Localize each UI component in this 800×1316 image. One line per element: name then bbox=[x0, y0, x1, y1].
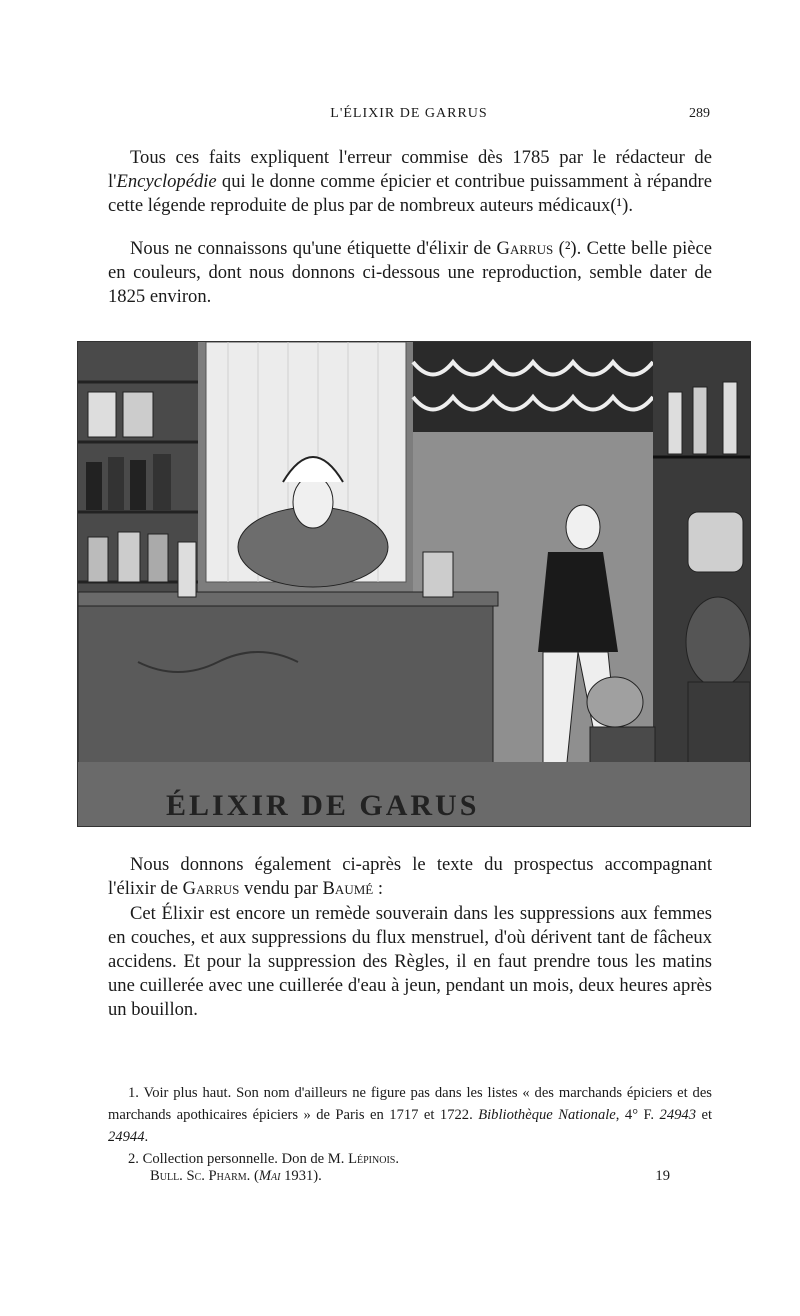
p3-text-c: : bbox=[373, 878, 384, 899]
p1-text-c: . bbox=[628, 195, 633, 216]
fn1-italic-3: 24944 bbox=[108, 1129, 145, 1145]
footnotes bbox=[108, 1082, 712, 1170]
fn1-text-c: et bbox=[696, 1107, 712, 1123]
footnote-2 bbox=[108, 1148, 712, 1170]
p3-text-b: vendu par bbox=[239, 878, 323, 899]
paragraph-2 bbox=[108, 237, 712, 309]
paragraph-1 bbox=[108, 146, 712, 218]
counter bbox=[78, 597, 493, 767]
p2-footnote-ref: (²) bbox=[553, 238, 577, 259]
p2-name: Garrus bbox=[496, 238, 554, 259]
paragraph-4: Cet Élixir est encore un remède souverain dans les suppressions aux femmes en couches, et aux suppressions du flux menstruel, d'où dérivent tant de fâcheux accidens. Et pour la suppression des Règles, il en faut prendre tous les matins une cuillerée avec une cuillerée d'eau à jeun, pendant un mois, deux heures après un bouillon. bbox=[108, 903, 712, 1020]
running-title: L'ÉLIXIR DE GARRUS bbox=[330, 106, 488, 121]
p2-text-b: . Cette belle pièce en couleurs, dont nous donnons ci-dessous une reproduction, semble dater de 1825 environ. bbox=[108, 238, 712, 307]
p1-footnote-ref: (¹) bbox=[610, 195, 629, 216]
p3-name-garrus: Garrus bbox=[182, 878, 240, 899]
journal-reference bbox=[150, 1168, 322, 1185]
man-figure bbox=[566, 505, 600, 549]
paragraph-3 bbox=[108, 853, 712, 901]
journal-year: 1931). bbox=[280, 1168, 322, 1184]
fn1-text-b: , 4° F. bbox=[615, 1107, 660, 1123]
drapery bbox=[413, 342, 653, 432]
fn1-text-d: . bbox=[144, 1129, 149, 1145]
footnote-1 bbox=[108, 1082, 712, 1148]
p2-text-a: Nous ne connaissons qu'une étiquette d'élixir de bbox=[130, 238, 497, 259]
label-illustration bbox=[77, 341, 751, 827]
fn1-italic: Bibliothèque Nationale bbox=[478, 1107, 616, 1123]
page-header bbox=[108, 106, 710, 128]
signature-mark: 19 bbox=[655, 1168, 670, 1184]
fn2-text-b: . bbox=[395, 1151, 399, 1167]
figure-caption: ÉLIXIR DE GARUS bbox=[166, 789, 480, 822]
p1-text-b: qui le donne comme épicier et contribue puissamment à répandre cette légende reproduite de plus par de nombreux auteurs médicaux bbox=[108, 171, 712, 216]
journal-name: Bull. Sc. Pharm. ( bbox=[150, 1168, 259, 1184]
fn1-text-a: 1. Voir plus haut. Son nom d'ailleurs ne figure pas dans les listes « des marchands épiciers et des marchands apothicaires épiciers » de Paris en 1717 et 1722. bbox=[108, 1085, 712, 1123]
fn1-italic-2: 24943 bbox=[659, 1107, 697, 1123]
fn2-text-a: 2. Collection personnelle. Don de M. bbox=[128, 1151, 349, 1167]
page-number: 289 bbox=[689, 106, 710, 121]
p3-text-a: Nous donnons également ci-après le texte du prospectus accompagnant l'élixir de bbox=[108, 854, 712, 899]
journal-month: Mai bbox=[258, 1168, 281, 1184]
p1-italic: Encyclopédie bbox=[116, 171, 217, 192]
page-footer bbox=[150, 1168, 670, 1190]
p1-text-a: Tous ces faits expliquent l'erreur commise dès 1785 par le rédacteur de l' bbox=[108, 147, 712, 192]
p3-name-baume: Baumé bbox=[322, 878, 374, 899]
illustration-svg bbox=[78, 342, 750, 826]
fn2-name: Lépinois bbox=[348, 1151, 396, 1167]
